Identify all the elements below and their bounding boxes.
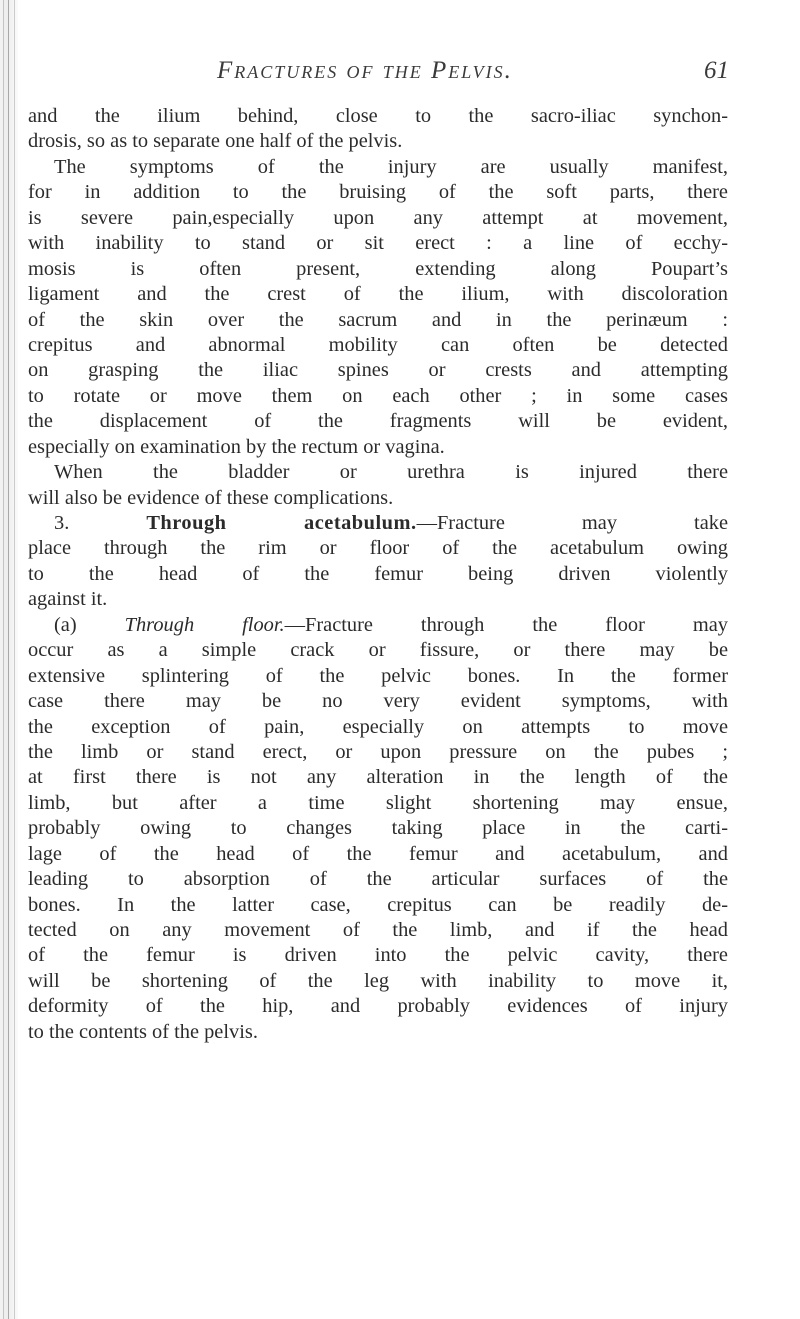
text-line: crepitus and abnormal mobility can often be detected [28,333,728,356]
text-line: lage of the head of the femur and acetabulum, and [28,842,728,865]
text-line: extensive splintering of the pelvic bones. In the former [28,664,728,687]
text-line: deformity of the hip, and probably evidences of injury [28,995,728,1018]
text-line: to the head of the femur being driven violently [28,562,728,585]
text-line: tected on any movement of the limb, and if the head [28,919,728,941]
text-line: on grasping the iliac spines or crests and attempting [28,359,728,382]
section-heading: Through acetabulum. [146,512,417,534]
text-line: the limb or stand erect, or upon pressure on the pubes ; [28,740,728,763]
text-line: of the skin over the sacrum and in the perinæum : [28,308,728,331]
text-line: mosis is often present, extending along Poupart’s [28,257,728,280]
text-line: limb, but after a time slight shortening may ensue, [28,791,728,814]
gutter-edge-line [3,0,4,1319]
page-number: 61 [704,57,729,84]
gutter-edge-line [14,0,15,1319]
body-text [28,104,728,1045]
section-heading-text: —Fracture may take [416,512,728,534]
text-line: bones. In the latter case, crepitus can be readily de- [28,893,728,916]
text-line: case there may be no very evident symptoms, with [28,690,728,713]
text-line: leading to absorption of the articular surfaces of the [28,868,728,891]
text-line: for in addition to the bruising of the soft parts, there [28,181,728,204]
gutter-edge-line [8,0,9,1319]
text-line: the displacement of the fragments will be evident, [28,410,728,433]
section-heading-line [28,511,728,536]
text-line: When the bladder or urethra is injured there [54,461,728,484]
text-line: to the contents of the pelvis. [28,1020,258,1043]
text-line: ligament and the crest of the ilium, with discoloration [28,283,728,306]
text-line: is severe pain,especially upon any attempt at movement, [28,206,728,229]
text-line: occur as a simple crack or fissure, or there may be [28,639,728,662]
text-line: with inability to stand or sit erect : a line of ecchy- [28,232,728,255]
running-title: Fractures of the Pelvis. [217,57,513,84]
subsection-heading-text: —Fracture through the floor may [284,613,728,636]
text-line: to rotate or move them on each other ; in some cases [28,384,728,407]
text-line: of the femur is driven into the pelvic cavity, there [28,944,728,967]
text-line: The symptoms of the injury are usually manifest, [54,155,728,178]
section-number: 3. [54,512,70,534]
running-head [0,57,800,89]
subsection-heading-line [28,613,728,638]
text-line: probably owing to changes taking place in the carti- [28,817,728,840]
text-line: and the ilium behind, close to the sacro-iliac synchon- [28,105,728,127]
subsection-number: (a) [54,613,77,636]
text-line: will be shortening of the leg with inability to move it, [28,969,728,992]
text-line: especially on examination by the rectum or vagina. [28,435,445,458]
text-line: against it. [28,588,108,611]
text-line: drosis, so as to separate one half of the pelvis. [28,130,403,153]
text-line: place through the rim or floor of the acetabulum owing [28,537,728,560]
subsection-heading: Through floor. [124,613,285,636]
book-gutter-shadow [0,0,18,1319]
text-line: will also be evidence of these complications. [28,486,394,509]
text-line: the exception of pain, especially on attempts to move [28,715,728,738]
text-line: at first there is not any alteration in the length of the [28,766,728,789]
